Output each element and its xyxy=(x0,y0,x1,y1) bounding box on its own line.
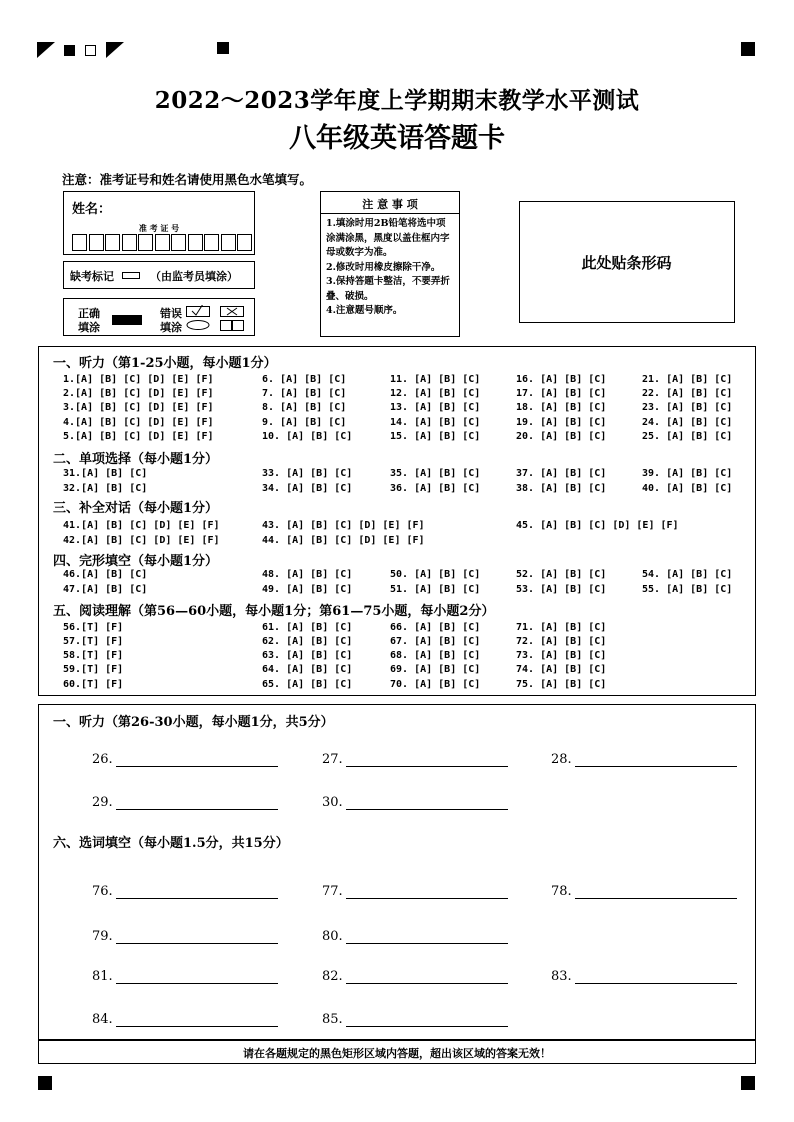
instruction-line: 涂满涂黑，黑度以盖住框内字 xyxy=(326,232,450,244)
barcode-label: 此处贴条形码 xyxy=(581,254,672,272)
correct-label-1: 正确 xyxy=(78,307,100,320)
barcode-box xyxy=(519,201,735,323)
answer-line[interactable] xyxy=(116,809,278,810)
answer-item[interactable]: 18. [A] [B] [C] xyxy=(516,402,607,413)
answer-item[interactable]: 13. [A] [B] [C] xyxy=(390,402,481,413)
answer-item[interactable]: 35. [A] [B] [C] xyxy=(390,468,481,479)
blank-number: 30. xyxy=(322,795,343,810)
instructions-title: 注 意 事 项 xyxy=(362,198,418,211)
section-listening: 一、听力（第1-25小题，每小题1分） xyxy=(53,356,277,371)
answer-line[interactable] xyxy=(575,898,737,899)
answer-item[interactable]: 48. [A] [B] [C] xyxy=(262,569,353,580)
answer-item[interactable]: 44. [A] [B] [C] [D] [E] [F] xyxy=(262,535,425,546)
answer-line[interactable] xyxy=(346,983,508,984)
answer-item[interactable]: 36. [A] [B] [C] xyxy=(390,483,481,494)
answer-item[interactable]: 1.[A] [B] [C] [D] [E] [F] xyxy=(63,374,214,385)
answer-item[interactable]: 63. [A] [B] [C] xyxy=(262,650,353,661)
wrong-fill-samples xyxy=(186,305,252,333)
instructions-list xyxy=(326,217,450,319)
answer-line[interactable] xyxy=(116,898,278,899)
answer-item[interactable]: 73. [A] [B] [C] xyxy=(516,650,607,661)
answer-item[interactable]: 21. [A] [B] [C] xyxy=(642,374,733,385)
blank-number: 79. xyxy=(92,929,113,944)
blank-number: 28. xyxy=(551,752,572,767)
answer-item[interactable]: 72. [A] [B] [C] xyxy=(516,636,607,647)
section-dialogue: 三、补全对话（每小题1分） xyxy=(53,501,219,516)
answer-item[interactable]: 39. [A] [B] [C] xyxy=(642,468,733,479)
blank-number: 83. xyxy=(551,969,572,984)
bottom-left-square-mark xyxy=(38,1076,52,1090)
answer-item[interactable]: 34. [A] [B] [C] xyxy=(262,483,353,494)
answer-item[interactable]: 12. [A] [B] [C] xyxy=(390,388,481,399)
top-center-square-mark xyxy=(217,42,229,54)
exam-number-cells[interactable] xyxy=(72,234,254,255)
answer-item[interactable]: 54. [A] [B] [C] xyxy=(642,569,733,580)
instructions-box xyxy=(320,191,460,337)
answer-item[interactable]: 19. [A] [B] [C] xyxy=(516,417,607,428)
instruction-line: 母或数字为准。 xyxy=(326,247,393,258)
answer-item[interactable]: 42.[A] [B] [C] [D] [E] [F] xyxy=(63,535,220,546)
answer-item[interactable]: 65. [A] [B] [C] xyxy=(262,679,353,690)
answer-item[interactable]: 52. [A] [B] [C] xyxy=(516,569,607,580)
answer-item[interactable]: 5.[A] [B] [C] [D] [E] [F] xyxy=(63,431,214,442)
answer-item[interactable]: 60.[T] [F] xyxy=(63,679,124,690)
answer-item[interactable]: 22. [A] [B] [C] xyxy=(642,388,733,399)
answer-item[interactable]: 8. [A] [B] [C] xyxy=(262,402,347,413)
wrong-label-2: 填涂 xyxy=(160,321,182,334)
instruction-line: 1.填涂时用2B铅笔将选中项 xyxy=(326,218,446,229)
answer-item[interactable]: 31.[A] [B] [C] xyxy=(63,468,148,479)
answer-item[interactable]: 51. [A] [B] [C] xyxy=(390,584,481,595)
section-cloze: 四、完形填空（每小题1分） xyxy=(53,554,219,569)
answer-item[interactable]: 23. [A] [B] [C] xyxy=(642,402,733,413)
instruction-line: 2.修改时用橡皮擦除干净。 xyxy=(326,261,441,273)
answer-item[interactable]: 38. [A] [B] [C] xyxy=(516,483,607,494)
answer-item[interactable]: 49. [A] [B] [C] xyxy=(262,584,353,595)
blank-number: 85. xyxy=(322,1012,343,1027)
corner-triangle-mark-right xyxy=(106,42,124,58)
blank-number: 29. xyxy=(92,795,113,810)
blank-number: 76. xyxy=(92,884,113,899)
answer-item[interactable]: 68. [A] [B] [C] xyxy=(390,650,481,661)
instruction-line: 4.注意题号顺序。 xyxy=(326,305,403,316)
blank-number: 77. xyxy=(322,884,343,899)
answer-item[interactable]: 46.[A] [B] [C] xyxy=(63,569,148,580)
footer-warning: 请在各题规定的黑色矩形区域内答题，超出该区域的答案无效！ xyxy=(243,1047,551,1060)
answer-item[interactable]: 24. [A] [B] [C] xyxy=(642,417,733,428)
answer-line[interactable] xyxy=(116,766,278,767)
fill-note: 注意：准考证号和姓名请使用黑色水笔填写。 xyxy=(62,172,313,187)
answer-item[interactable]: 53. [A] [B] [C] xyxy=(516,584,607,595)
answer-item[interactable]: 40. [A] [B] [C] xyxy=(642,483,733,494)
written-answer-area xyxy=(38,704,756,1040)
correct-fill-sample xyxy=(112,315,142,325)
answer-item[interactable]: 64. [A] [B] [C] xyxy=(262,664,353,675)
answer-line[interactable] xyxy=(346,809,508,810)
answer-item[interactable]: 2.[A] [B] [C] [D] [E] [F] xyxy=(63,388,214,399)
footer-box xyxy=(38,1040,756,1064)
absent-mark-box[interactable] xyxy=(63,261,255,289)
answer-line[interactable] xyxy=(575,766,737,767)
blank-number: 84. xyxy=(92,1012,113,1027)
answer-item[interactable]: 33. [A] [B] [C] xyxy=(262,468,353,479)
answer-item[interactable]: 9. [A] [B] [C] xyxy=(262,417,347,428)
answer-item[interactable]: 7. [A] [B] [C] xyxy=(262,388,347,399)
blank-number: 80. xyxy=(322,929,343,944)
answer-item[interactable]: 55. [A] [B] [C] xyxy=(642,584,733,595)
answer-item[interactable]: 37. [A] [B] [C] xyxy=(516,468,607,479)
answer-line[interactable] xyxy=(116,943,278,944)
answer-item[interactable]: 15. [A] [B] [C] xyxy=(390,431,481,442)
answer-item[interactable]: 17. [A] [B] [C] xyxy=(516,388,607,399)
answer-item[interactable]: 66. [A] [B] [C] xyxy=(390,622,481,633)
section-single-choice: 二、单项选择（每小题1分） xyxy=(53,452,219,467)
answer-item[interactable]: 47.[A] [B] [C] xyxy=(63,584,148,595)
answer-item[interactable]: 41.[A] [B] [C] [D] [E] [F] xyxy=(63,520,220,531)
wrong-label-1: 错误 xyxy=(160,307,182,320)
answer-item[interactable]: 58.[T] [F] xyxy=(63,650,124,661)
blank-number: 81. xyxy=(92,969,113,984)
absent-mark-note: （由监考员填涂） xyxy=(150,270,238,283)
answer-item[interactable]: 61. [A] [B] [C] xyxy=(262,622,353,633)
absent-mark-bubble[interactable] xyxy=(122,272,140,279)
answer-item[interactable]: 56.[T] [F] xyxy=(63,622,124,633)
name-label: 姓名： xyxy=(72,202,112,217)
answer-item[interactable]: 10. [A] [B] [C] xyxy=(262,431,353,442)
instruction-line: 3.保持答题卡整洁，不要弄折 xyxy=(326,276,450,287)
bottom-right-square-mark xyxy=(741,1076,755,1090)
blank-number: 78. xyxy=(551,884,572,899)
answer-item[interactable]: 43. [A] [B] [C] [D] [E] [F] xyxy=(262,520,425,531)
correct-label-2: 填涂 xyxy=(78,321,100,334)
answer-item[interactable]: 6. [A] [B] [C] xyxy=(262,374,347,385)
answer-item[interactable]: 50. [A] [B] [C] xyxy=(390,569,481,580)
answer-item[interactable]: 4.[A] [B] [C] [D] [E] [F] xyxy=(63,417,214,428)
section-listening-written: 一、听力（第26-30小题，每小题1分，共5分） xyxy=(53,715,334,730)
answer-item[interactable]: 62. [A] [B] [C] xyxy=(262,636,353,647)
answer-item[interactable]: 25. [A] [B] [C] xyxy=(642,431,733,442)
answer-item[interactable]: 3.[A] [B] [C] [D] [E] [F] xyxy=(63,402,214,413)
answer-item[interactable]: 45. [A] [B] [C] [D] [E] [F] xyxy=(516,520,679,531)
fill-example-box xyxy=(63,298,255,336)
blank-number: 26. xyxy=(92,752,113,767)
answer-line[interactable] xyxy=(346,943,508,944)
name-box[interactable] xyxy=(63,191,255,255)
square-mark xyxy=(64,45,75,56)
answer-line[interactable] xyxy=(346,1026,508,1027)
answer-item[interactable]: 75. [A] [B] [C] xyxy=(516,679,607,690)
instruction-line: 叠、破损。 xyxy=(326,290,374,302)
answer-item[interactable]: 74. [A] [B] [C] xyxy=(516,664,607,675)
blank-number: 82. xyxy=(322,969,343,984)
answer-item[interactable]: 57.[T] [F] xyxy=(63,636,124,647)
answer-line[interactable] xyxy=(575,983,737,984)
top-right-square-mark xyxy=(741,42,755,56)
answer-item[interactable]: 69. [A] [B] [C] xyxy=(390,664,481,675)
corner-triangle-mark-left xyxy=(37,42,55,58)
answer-item[interactable]: 16. [A] [B] [C] xyxy=(516,374,607,385)
answer-item[interactable]: 67. [A] [B] [C] xyxy=(390,636,481,647)
answer-line[interactable] xyxy=(116,983,278,984)
exam-title: 2022～2023学年度上学期期末教学水平测试 xyxy=(154,87,640,114)
exam-number-label: 准 考 证 号 xyxy=(138,223,180,233)
empty-square-mark xyxy=(85,45,96,56)
answer-line[interactable] xyxy=(346,898,508,899)
answer-item[interactable]: 14. [A] [B] [C] xyxy=(390,417,481,428)
answer-item[interactable]: 70. [A] [B] [C] xyxy=(390,679,481,690)
answer-item[interactable]: 59.[T] [F] xyxy=(63,664,124,675)
answer-item[interactable]: 71. [A] [B] [C] xyxy=(516,622,607,633)
answer-item[interactable]: 11. [A] [B] [C] xyxy=(390,374,481,385)
answer-sheet-title: 八年级英语答题卡 xyxy=(289,123,505,154)
blank-number: 27. xyxy=(322,752,343,767)
absent-mark-label: 缺考标记 xyxy=(70,270,114,283)
answer-item[interactable]: 32.[A] [B] [C] xyxy=(63,483,148,494)
section-reading: 五、阅读理解（第56—60小题，每小题1分；第61—75小题，每小题2分） xyxy=(53,604,495,619)
answer-line[interactable] xyxy=(346,766,508,767)
answer-item[interactable]: 20. [A] [B] [C] xyxy=(516,431,607,442)
section-word-fill: 六、选词填空（每小题1.5分，共15分） xyxy=(53,836,289,851)
answer-line[interactable] xyxy=(116,1026,278,1027)
